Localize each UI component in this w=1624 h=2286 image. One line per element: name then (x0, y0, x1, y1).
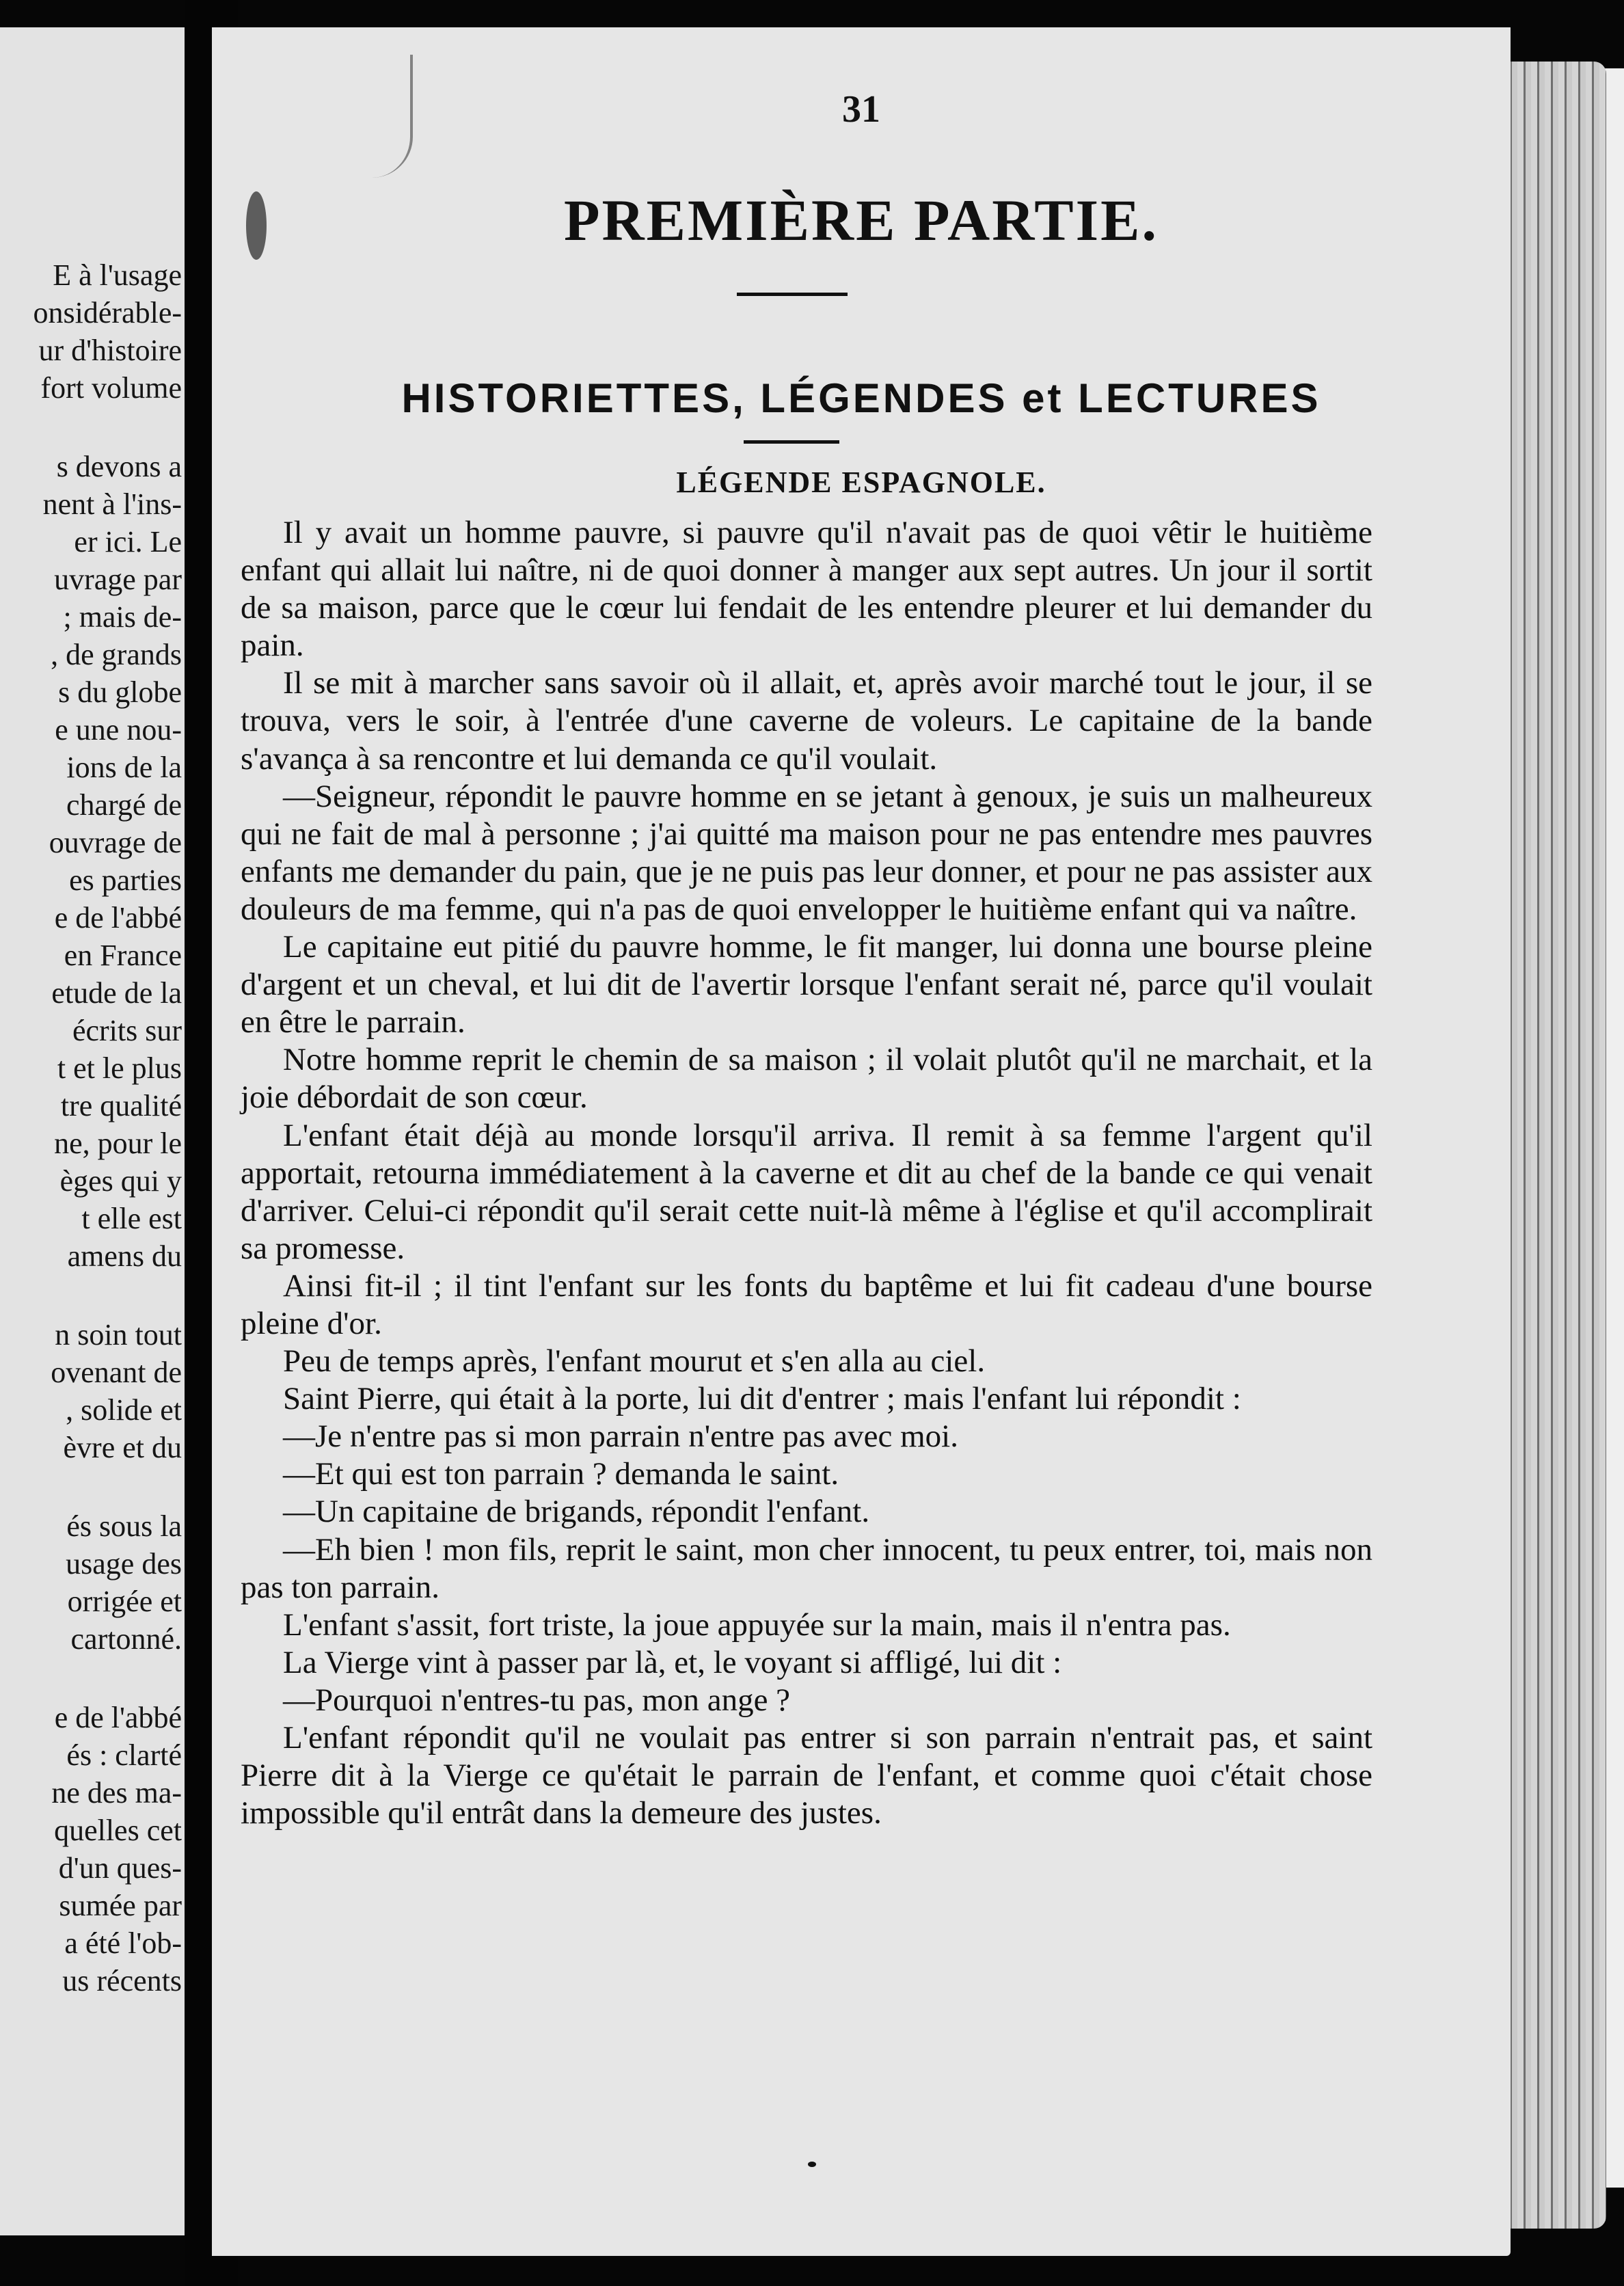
facing-page-line: us récents (62, 1964, 182, 1998)
facing-page-line: chargé de (66, 788, 182, 822)
facing-page-line: és sous la (66, 1509, 182, 1543)
paragraph: Saint Pierre, qui était à la porte, lui dit d'entrer ; mais l'enfant lui répondit : (283, 1381, 1241, 1417)
paragraph: Le capitaine eut pitié du pauvre homme, le fit manger, lui donna une bourse pleine d'argent et un cheval, et lui dit de l'avertir lorsque l'enfant serait né, parce qu'il voulait en être le parrain. (241, 929, 1372, 1040)
paragraph: Il y avait un homme pauvre, si pauvre qu'il n'avait pas de quoi vêtir le huitième enfant qui allait lui naître, ni de quoi donner à manger aux sept autres. Un jour il sortit de sa maison, parce que le cœur lui fendait de les entendre pleurer et lui demander du pain. (241, 515, 1372, 664)
facing-page-line: e de l'abbé (54, 1701, 182, 1734)
dialogue-line: —Je n'entre pas si mon parrain n'entre pas avec moi. (283, 1418, 958, 1455)
facing-page-line: quelles cet (54, 1814, 182, 1847)
facing-page-line: etude de la (51, 976, 182, 1010)
facing-page-line: , solide et (66, 1393, 182, 1427)
facing-page-line: ovenant de (51, 1356, 182, 1389)
facing-page-line: ne, pour le (54, 1127, 182, 1160)
line-gap (33, 1658, 182, 1699)
facing-page-line: ions de la (66, 751, 182, 784)
page-edges (1504, 62, 1606, 2229)
ink-dot (808, 2162, 816, 2167)
facing-page-line: s du globe (58, 675, 182, 709)
paragraph: Il se mit à marcher sans savoir où il allait, et, après avoir marché tout le jour, il se trouva, vers le soir, à l'entrée d'une caverne de voleurs. Le capitaine de la bande s'avança à sa rencontre et lui demanda ce qu'il voulait. (241, 665, 1372, 777)
facing-page-text (33, 256, 182, 2000)
facing-page-line: E à l'usage (53, 258, 182, 292)
facing-page-line: s devons a (56, 450, 182, 483)
facing-page-line: tre qualité (60, 1089, 182, 1122)
paragraph: Peu de temps après, l'enfant mourut et s'en alla au ciel. (283, 1343, 986, 1380)
facing-page-line: cartonné. (70, 1622, 182, 1656)
page-number: 31 (842, 88, 880, 131)
facing-page-line: èges qui y (59, 1164, 182, 1198)
facing-page-line: orrigée et (67, 1585, 182, 1618)
facing-page-line: nent à l'ins- (42, 487, 182, 521)
facing-page-line: ; mais de- (63, 600, 182, 634)
facing-page-line: n soin tout (55, 1318, 182, 1352)
body-text (241, 514, 1372, 1832)
facing-page-line: uvrage par (54, 563, 182, 596)
facing-page-line: d'un ques- (58, 1851, 182, 1885)
dialogue-line: —Et qui est ton parrain ? demanda le saint. (283, 1456, 839, 1492)
facing-page-line: ur d'histoire (38, 334, 182, 367)
legend-title: LÉGENDE ESPAGNOLE. (676, 466, 1046, 499)
facing-page-line: es parties (69, 863, 182, 897)
facing-page-line: , de grands (51, 638, 182, 671)
facing-page-line: t et le plus (57, 1051, 182, 1085)
divider-rule (744, 440, 839, 444)
divider-rule (737, 293, 848, 296)
facing-page-line: onsidérable- (33, 296, 182, 330)
paragraph: Ainsi fit-il ; il tint l'enfant sur les fonts du baptême et lui fit cadeau d'une bourse pleine d'or. (241, 1267, 1372, 1341)
facing-page-line: ouvrage de (49, 826, 182, 859)
facing-page-line: t elle est (81, 1202, 182, 1235)
paragraph: —Seigneur, répondit le pauvre homme en se jetant à genoux, je suis un malheureux qui ne fait de mal à personne ; j'ai quitté ma maison pour ne pas entendre mes pauvres enfants me demander du pain, que je ne puis pas leur donner, et pour ne pas assister aux douleurs de ma femme, qui n'a pas de quoi envelopper le huitième enfant qui va naître. (241, 778, 1372, 927)
facing-page-line: amens du (67, 1239, 182, 1273)
facing-page-line: ne des ma- (51, 1776, 182, 1810)
facing-page-line: er ici. Le (74, 525, 182, 559)
paragraph: Notre homme reprit le chemin de sa maison ; il volait plutôt qu'il ne marchait, et la joie débordait de son cœur. (241, 1042, 1372, 1116)
facing-page-line: sumée par (59, 1889, 182, 1922)
dialogue-line: —Un capitaine de brigands, répondit l'enfant. (283, 1494, 870, 1530)
facing-page-line: écrits sur (72, 1014, 182, 1047)
facing-page-left (0, 27, 185, 2235)
dialogue-line: —Pourquoi n'entres-tu pas, mon ange ? (283, 1682, 791, 1718)
facing-page-line: a été l'ob- (64, 1926, 182, 1960)
facing-page-line: e de l'abbé (54, 901, 182, 934)
line-gap (33, 1466, 182, 1507)
facing-page-line: fort volume (40, 371, 182, 405)
part-title: PREMIÈRE PARTIE. (564, 187, 1159, 253)
dialogue-line: —Eh bien ! mon fils, reprit le saint, mon cher innocent, tu peux entrer, toi, mais non pas ton parrain. (241, 1531, 1372, 1605)
facing-page-line: èvre et du (63, 1431, 182, 1464)
facing-page-line: en France (64, 939, 182, 972)
line-gap (33, 1275, 182, 1316)
facing-page-line: és : clarté (66, 1738, 182, 1772)
paragraph: L'enfant s'assit, fort triste, la joue appuyée sur la main, mais il n'entra pas. (283, 1606, 1231, 1643)
main-page (212, 27, 1511, 2256)
paragraph: La Vierge vint à passer par là, et, le voyant si affligé, lui dit : (283, 1644, 1062, 1680)
paragraph: L'enfant répondit qu'il ne voulait pas entrer si son parrain n'entrait pas, et saint Pierre dit à la Vierge ce qu'était le parrain de l'enfant, et comme quoi c'était chose impossible qu'il entrât dans la demeure des justes. (241, 1720, 1372, 1831)
section-title: HISTORIETTES, LÉGENDES et LECTURES (401, 375, 1321, 421)
line-gap (33, 407, 182, 448)
facing-page-line: usage des (66, 1547, 182, 1581)
facing-page-line: e une nou- (55, 713, 182, 747)
paragraph: L'enfant était déjà au monde lorsqu'il arriva. Il remit à sa femme l'argent qu'il apportait, retourna immédiatement à la caverne et dit au chef de la bande ce qui venait d'arriver. Celui-ci répondit qu'il serait cette nuit-là même à l'église et qu'il accomplirait sa promesse. (241, 1117, 1372, 1266)
